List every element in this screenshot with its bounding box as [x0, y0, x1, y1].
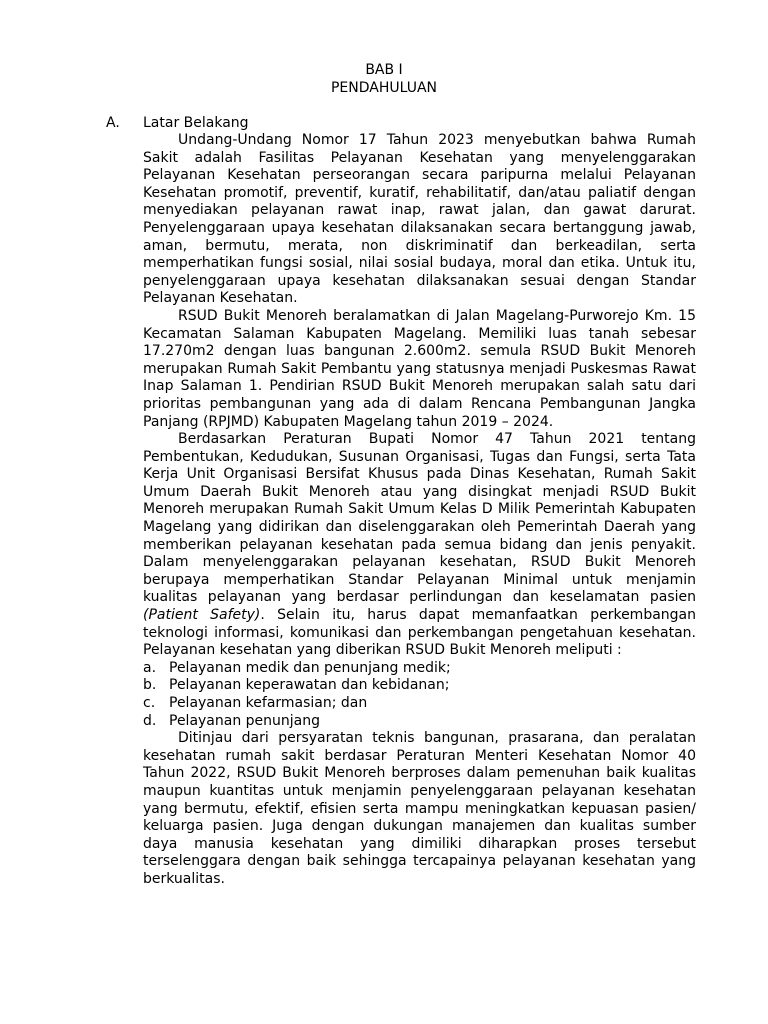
paragraph-3 [143, 431, 696, 660]
paragraph-1: Undang-Undang Nomor 17 Tahun 2023 menyebutkan bahwa Rumah Sakit adalah Fasilitas Pelayanan Kesehatan yang menyelenggarakan Pelayanan Kesehatan perseorangan secara paripurna melalui Pelayanan Kesehatan promotif, preventif, kuratif, rehabilitatif, dan/atau paliatif dengan menyediakan pelayanan rawat inap, rawat jalan, dan gawat darurat. Penyelenggaraan upaya kesehatan dilaksanakan secara bertanggung jawab, aman, bermutu, merata, non diskriminatif dan berkeadilan, serta memperhatikan fungsi sosial, nilai sosial budaya, moral dan etika. Untuk itu, penyelenggaraan upaya kesehatan dilaksanakan sesuai dengan Standar Pelayanan Kesehatan. [143, 132, 696, 307]
chapter-title: PENDAHULUAN [330, 80, 438, 96]
section-body [143, 132, 696, 889]
section-title: Latar Belakang [143, 115, 249, 131]
section-heading [106, 115, 249, 132]
service-list [143, 660, 696, 730]
list-item [143, 677, 696, 695]
paragraph-4: Ditinjau dari persyaratan teknis bangunan, prasarana, dan peralatan kesehatan rumah sakit berdasar Peraturan Menteri Kesehatan Nomor 40 Tahun 2022, RSUD Bukit Menoreh berproses dalam pemenuhan baik kualitas maupun kuantitas untuk menjamin penyelenggaraan pelayanan kesehatan yang bermutu, efektif, efisien serta mampu meningkatkan kepuasan pasien/ keluarga pasien. Juga dengan dukungan manajemen dan kualitas sumber daya manusia kesehatan yang dimiliki diharapkan proses tersebut terselenggara dengan baik sehingga tercapainya pelayanan kesehatan yang berkualitas. [143, 730, 696, 887]
list-item-label: a. [143, 659, 157, 676]
list-item-text: Pelayanan medik dan penunjang medik; [169, 659, 451, 676]
paragraph-2: RSUD Bukit Menoreh beralamatkan di Jalan Magelang-Purworejo Km. 15 Kecamatan Salaman Kabupaten Magelang. Memiliki luas tanah sebesar 17.270m2 dengan luas bangunan 2.600m2. semula RSUD Bukit Menoreh merupakan Rumah Sakit Pembantu yang statusnya menjadi Puskesmas Rawat Inap Salaman 1. Pendirian RSUD Bukit Menoreh merupakan salah satu dari prioritas pembangunan yang ada di dalam Rencana Pembangunan Jangka Panjang (RPJMD) Kabupaten Magelang tahun 2019 – 2024. [143, 307, 696, 430]
list-item [143, 695, 696, 713]
chapter-number: BAB I [365, 62, 403, 78]
paragraph-3-text-a: Berdasarkan Peraturan Bupati Nomor 47 Tahun 2021 tentang Pembentukan, Kedudukan, Susunan Organisasi, Tugas dan Fungsi, serta Tata Kerja Unit Organisasi Bersifat Khusus pada Dinas Kesehatan, Rumah Sakit Umum Daerah Bukit Menoreh atau yang disingkat menjadi RSUD Bukit Menoreh merupakan Rumah Sakit Umum Kelas D Milik Pemerintah Kabupaten Magelang yang didirikan dan diselenggarakan oleh Pemerintah Daerah yang memberikan pelayanan kesehatan pada semua bidang dan jenis penyakit. Dalam menyelenggarakan pelayanan kesehatan, RSUD Bukit Menoreh berupaya memperhatikan Standar Pelayanan Minimal untuk menjamin kualitas pelayanan yang berdasar perlindungan dan keselamatan pasien [143, 431, 696, 606]
paragraph-3-text-b: . Selain itu, harus dapat memanfaatkan perkembangan teknologi informasi, komunikasi dan perkembangan pengetahuan kesehatan. Pelayanan kesehatan yang diberikan RSUD Bukit Menoreh meliputi : [143, 607, 696, 659]
list-item [143, 713, 696, 731]
list-item-label: b. [143, 677, 157, 694]
list-item-label: d. [143, 712, 157, 729]
list-item-label: c. [143, 695, 156, 711]
list-item-text: Pelayanan penunjang [169, 712, 321, 729]
list-item-text: Pelayanan kefarmasian; dan [169, 695, 368, 711]
list-item [143, 660, 696, 678]
section-letter: A. [106, 115, 120, 131]
patient-safety-term: (Patient Safety) [143, 607, 261, 624]
list-item-text: Pelayanan keperawatan dan kebidanan; [169, 677, 450, 694]
